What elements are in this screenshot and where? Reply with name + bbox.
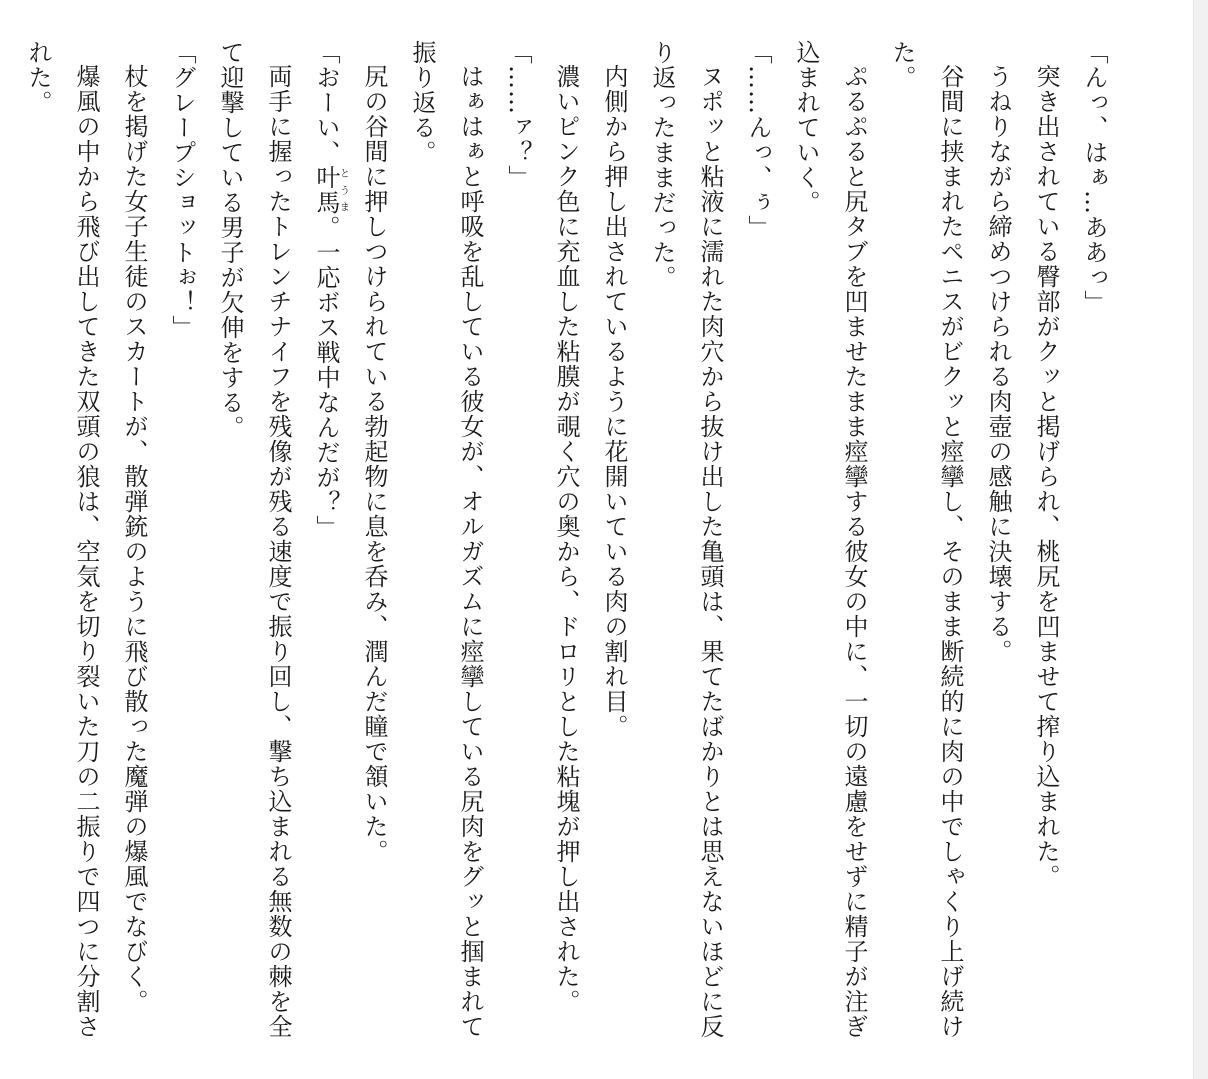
paragraph-4: 谷間に挟まれたペニスがビクッと痙攣し、そのまま断続的に肉の中でしゃくり上げ続けた。 [888,40,964,1039]
ruby-pre-text: 「おーい、 [312,40,340,165]
paragraph-5: ぷるぷると尻タブを凹ませたまま痙攣する彼女の中に、一切の遠慮をせずに精子が注ぎ込まれていく。 [792,40,868,1039]
vertical-text-page [24,40,1118,1050]
paragraph-14: 両手に握ったトレンチナイフを残像が残る速度で振り回し、撃ち込まれる無数の棘を全て迎撃している男子が欠伸をする。 [216,40,292,1039]
ruby-base: 叶馬 [312,165,340,215]
paragraph-16: 杖を掲げた女子生徒のスカートが、散弾銃のように飛び散った魔弾の爆風でなびく。 [120,64,148,1014]
vertical-scrollbar[interactable] [1193,0,1208,1079]
paragraph-9: 濃いピンク色に充血した粘膜が覗く穴の奥から、ドロリとした粘塊が押し出された。 [552,64,580,1014]
ruby-post-text: 。一応ボス戦中なんだが？」 [312,215,340,540]
paragraph-2: 突き出されている臀部がクッと掲げられ、桃尻を凹ませて搾り込まれた。 [1032,64,1060,889]
paragraph-7: ヌポッと粘液に濡れた肉穴から抜け出した亀頭は、果てたばかりとは思えないほどに反り返ったままだった。 [648,40,724,1039]
paragraph-1: 「んっ、はぁ…ああっ」 [1080,40,1108,315]
paragraph-8: 内側から押し出されているように花開いている肉の割れ目。 [600,64,628,739]
paragraph-10: 「……ァ？」 [504,40,532,190]
name-ruby [312,165,349,215]
paragraph-6: 「……んっ、ぅ」 [744,40,772,240]
paragraph-3: うねりながら締めつけられる肉壺の感触に決壊する。 [984,64,1012,664]
paragraph-11: はぁはぁと呼吸を乱している彼女が、オルガズムに痙攣している尻肉をグッと掴まれて振り返る。 [408,40,484,1039]
paragraph-12: 尻の谷間に押しつけられている勃起物に息を呑み、潤んだ瞳で頷いた。 [360,64,388,864]
ruby-reading: とうま [337,165,349,215]
paragraph-17: 爆風の中から飛び出してきた双頭の狼は、空気を切り裂いた刀の二振りで四つに分割された。 [24,40,100,1039]
paragraph-15: 「グレープショットぉ！」 [168,40,196,340]
paragraph-13-with-ruby [302,40,350,1050]
